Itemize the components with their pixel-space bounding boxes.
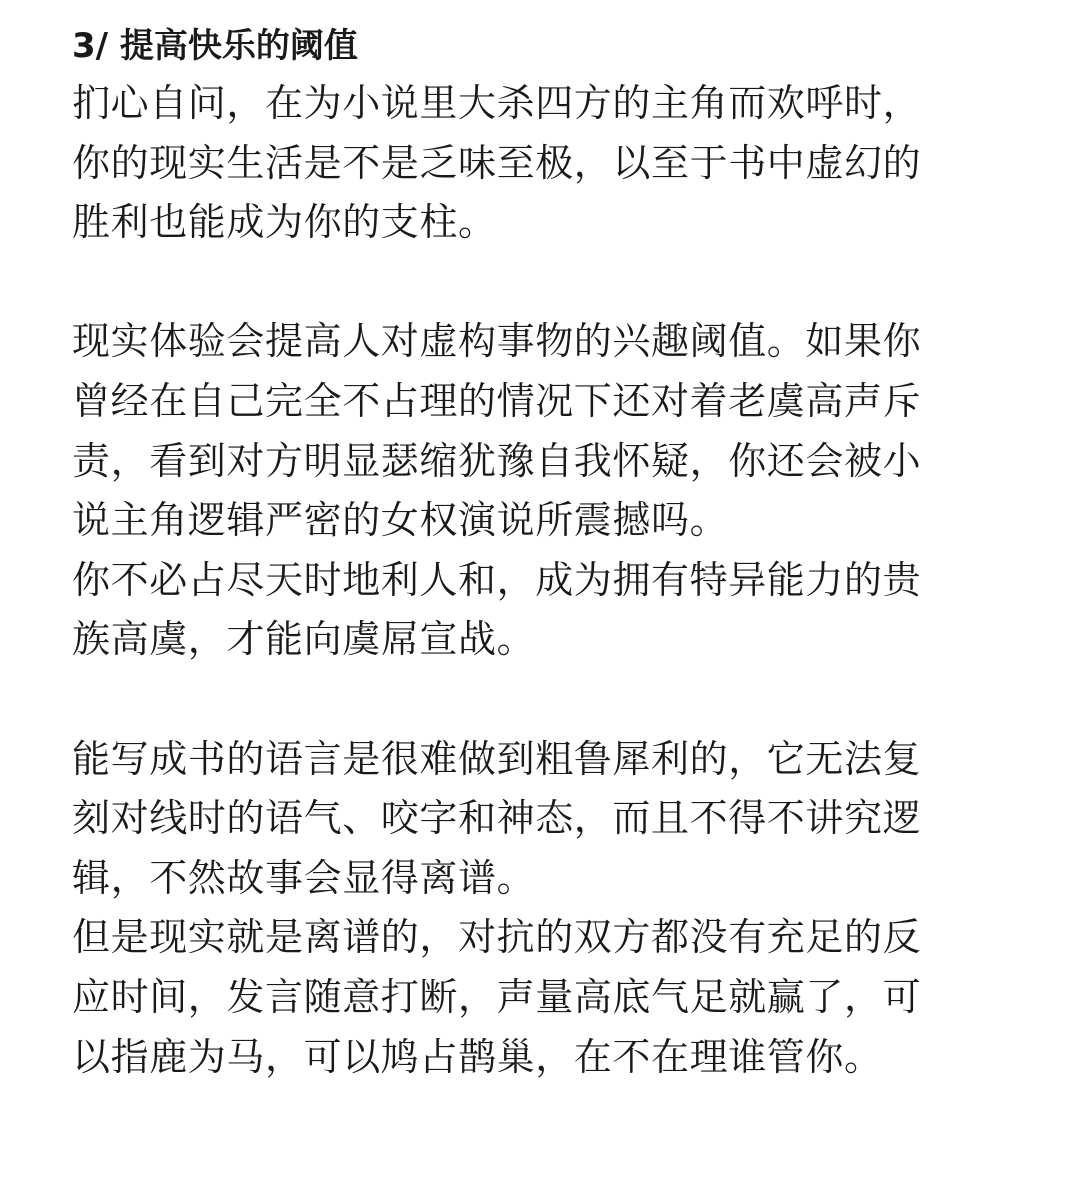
paragraph-line: 你的现实生活是不是乏味至极，以至于书中虚幻的: [72, 140, 922, 185]
section-heading: 3/ 提高快乐的阈值: [72, 26, 358, 66]
paragraph-spacer: [72, 253, 1072, 313]
paragraph-line: 以指鹿为马，可以鸠占鹊巢，在不在理谁管你。: [72, 1034, 883, 1079]
article: [72, 18, 1072, 1087]
paragraph-5: [72, 908, 1072, 1087]
paragraph-line: 责，看到对方明显瑟缩犹豫自我怀疑，你还会被小: [72, 438, 922, 483]
paragraph-line: 族高虞，才能向虞屌宣战。: [72, 617, 536, 662]
paragraph-spacer: [72, 670, 1072, 730]
paragraph-line: 能写成书的语言是很难做到粗鲁犀利的，它无法复: [72, 736, 922, 781]
paragraph-line: 你不必占尽天时地利人和，成为拥有特异能力的贵: [72, 557, 922, 602]
paragraph-line: 扪心自问，在为小说里大杀四方的主角而欢呼时，: [72, 81, 922, 125]
paragraph-line: 刻对线时的语气、咬字和神态，而且不得不讲究逻: [72, 796, 922, 841]
paragraph-1: [72, 74, 1072, 253]
paragraph-line: 曾经在自己完全不占理的情况下还对着老虞高声斥: [72, 378, 922, 423]
paragraph-4: [72, 730, 1072, 909]
paragraph-line: 现实体验会提高人对虚构事物的兴趣阈值。如果你: [72, 319, 922, 364]
paragraph-2: [72, 312, 1072, 550]
paragraph-line: 胜利也能成为你的支柱。: [72, 200, 497, 245]
paragraph-line: 辑，不然故事会显得离谱。: [72, 855, 536, 900]
paragraph-line: 但是现实就是离谱的，对抗的双方都没有充足的反: [72, 915, 922, 960]
paragraph-line: 说主角逻辑严密的女权演说所震撼吗。: [72, 498, 729, 543]
paragraph-3: [72, 551, 1072, 670]
paragraph-line: 应时间，发言随意打断，声量高底气足就赢了，可: [72, 974, 922, 1019]
